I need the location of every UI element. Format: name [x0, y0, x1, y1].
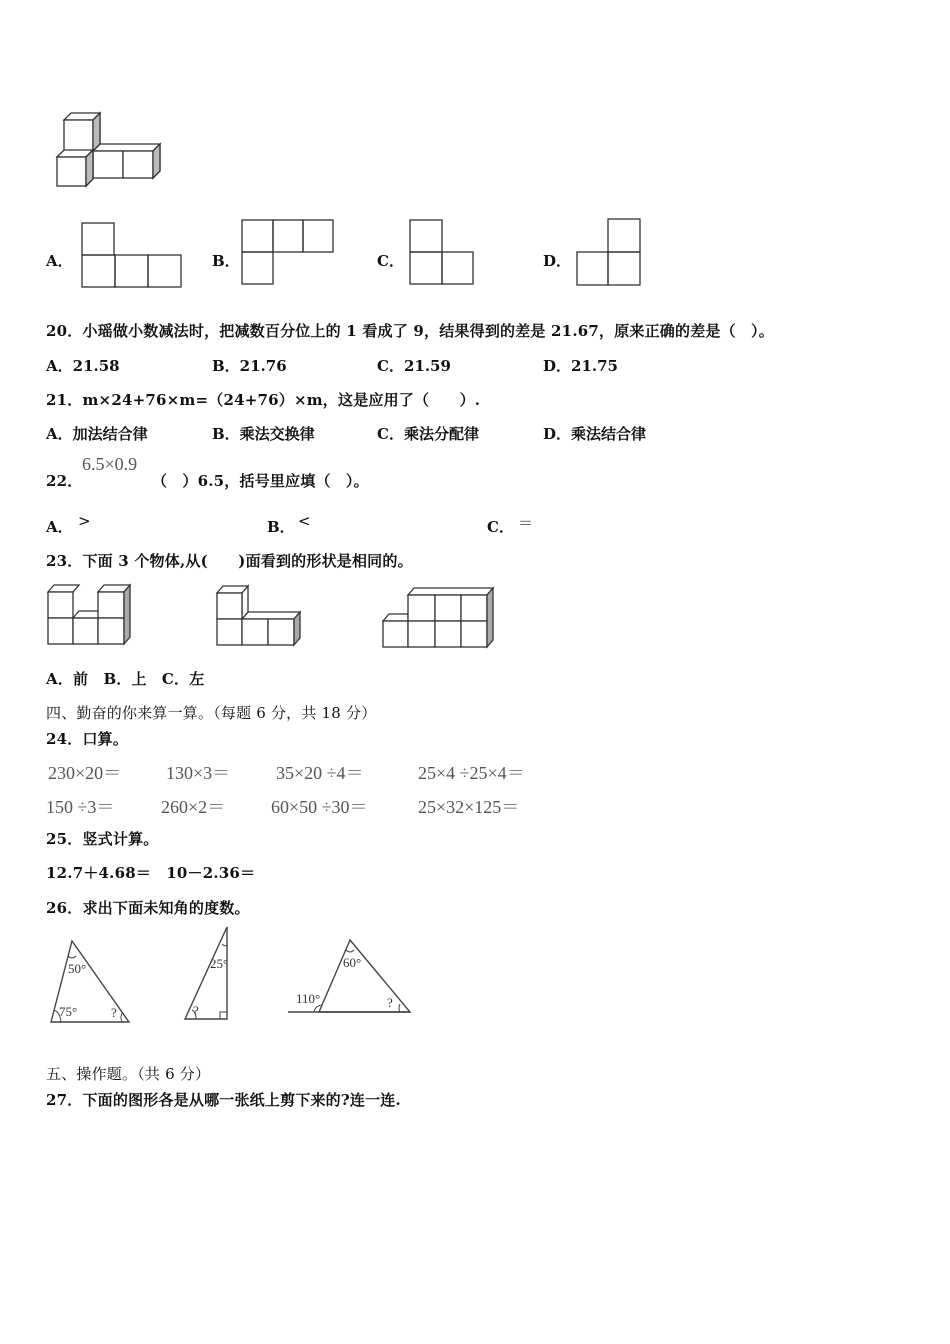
- q22-number: 22．: [46, 472, 83, 490]
- q26-t3-exterior: 110°: [296, 991, 321, 1006]
- q22-expression: 6.5×0.9: [82, 454, 138, 474]
- q21-option-d[interactable]: D．乘法结合律: [543, 425, 647, 443]
- q21-option-b[interactable]: B．乘法交换律: [212, 425, 315, 443]
- q19-option-d-figure: [576, 218, 642, 287]
- q22-option-c-label[interactable]: C．: [487, 518, 514, 536]
- q26-t2-unknown: ?: [193, 1003, 199, 1018]
- q20-option-d[interactable]: D．21.75: [543, 357, 618, 375]
- q19-option-b-figure: [241, 219, 335, 286]
- q25-problems: 12.7＋4.68＝ 10－2.36＝: [46, 864, 256, 882]
- q23-object-3: [381, 584, 497, 650]
- q22-option-b-label[interactable]: B．: [267, 518, 295, 536]
- q24-item-2: 130×3＝: [166, 763, 231, 783]
- q23-object-1: [46, 580, 138, 648]
- q24-item-4: 25×4 ÷25×4＝: [418, 763, 525, 783]
- q24-item-7: 60×50 ÷30＝: [271, 797, 368, 817]
- q20-option-b[interactable]: B．21.76: [212, 357, 287, 375]
- q26-triangle-2: [180, 924, 236, 1024]
- q24-item-6: 260×2＝: [161, 797, 226, 817]
- q19-option-c-figure: [409, 219, 475, 286]
- q21-option-c[interactable]: C．乘法分配律: [377, 425, 479, 443]
- q23-options[interactable]: A．前 B．上 C．左: [46, 670, 205, 688]
- q20-option-a[interactable]: A．21.58: [46, 357, 120, 375]
- q21-option-a[interactable]: A．加法结合律: [46, 425, 148, 443]
- q26-t1-unknown: ?: [111, 1005, 117, 1020]
- section-4-title: 四、勤奋的你来算一算。（每题 6 分，共 18 分）: [46, 704, 377, 722]
- q26-triangle-3: [286, 936, 416, 1018]
- q26-t3-top: 60°: [343, 955, 362, 970]
- q26-t1-left: 75°: [59, 1004, 78, 1019]
- q22-option-a-symbol[interactable]: >: [78, 512, 91, 530]
- q20-option-c[interactable]: C．21.59: [377, 357, 451, 375]
- q19-cube-figure: [50, 108, 170, 194]
- q22-option-a-label[interactable]: A．: [46, 518, 73, 536]
- q24-item-3: 35×20 ÷4＝: [276, 763, 364, 783]
- q22-text: （ ）6.5，括号里应填（ ）。: [152, 472, 369, 490]
- q23-text: 23．下面 3 个物体,从( )面看到的形状是相同的。: [46, 552, 413, 570]
- q19-option-b-label[interactable]: B．: [212, 252, 240, 270]
- q26-triangle-1: [48, 936, 138, 1028]
- q27-text: 27．下面的图形各是从哪一张纸上剪下来的?连一连.: [46, 1091, 401, 1109]
- q22-option-b-symbol[interactable]: <: [298, 512, 311, 530]
- q24-text: 24．口算。: [46, 730, 129, 748]
- q23-object-2: [214, 582, 306, 648]
- q26-t2-top: 25°: [210, 956, 229, 971]
- q24-item-8: 25×32×125＝: [418, 797, 520, 817]
- section-5-title: 五、操作题。（共 6 分）: [46, 1065, 211, 1083]
- q19-option-c-label[interactable]: C．: [377, 252, 404, 270]
- q19-option-a-figure: [81, 222, 183, 288]
- q24-item-1: 230×20＝: [48, 763, 122, 783]
- q19-option-d-label[interactable]: D．: [543, 252, 572, 270]
- q19-option-a-label[interactable]: A．: [46, 252, 73, 270]
- q26-text: 26．求出下面未知角的度数。: [46, 899, 250, 917]
- q24-item-5: 150 ÷3＝: [46, 797, 115, 817]
- q22-option-c-symbol[interactable]: ＝: [518, 514, 534, 532]
- q21-text: 21．m×24+76×m=（24+76）×m，这是应用了（ ）.: [46, 391, 481, 409]
- q25-text: 25．竖式计算。: [46, 830, 159, 848]
- q20-text: 20．小瑶做小数减法时，把减数百分位上的 1 看成了 9，结果得到的差是 21.67，原来正确的差是（ ）。: [46, 322, 774, 340]
- q26-t1-top: 50°: [68, 961, 87, 976]
- q26-t3-unknown: ?: [387, 995, 393, 1010]
